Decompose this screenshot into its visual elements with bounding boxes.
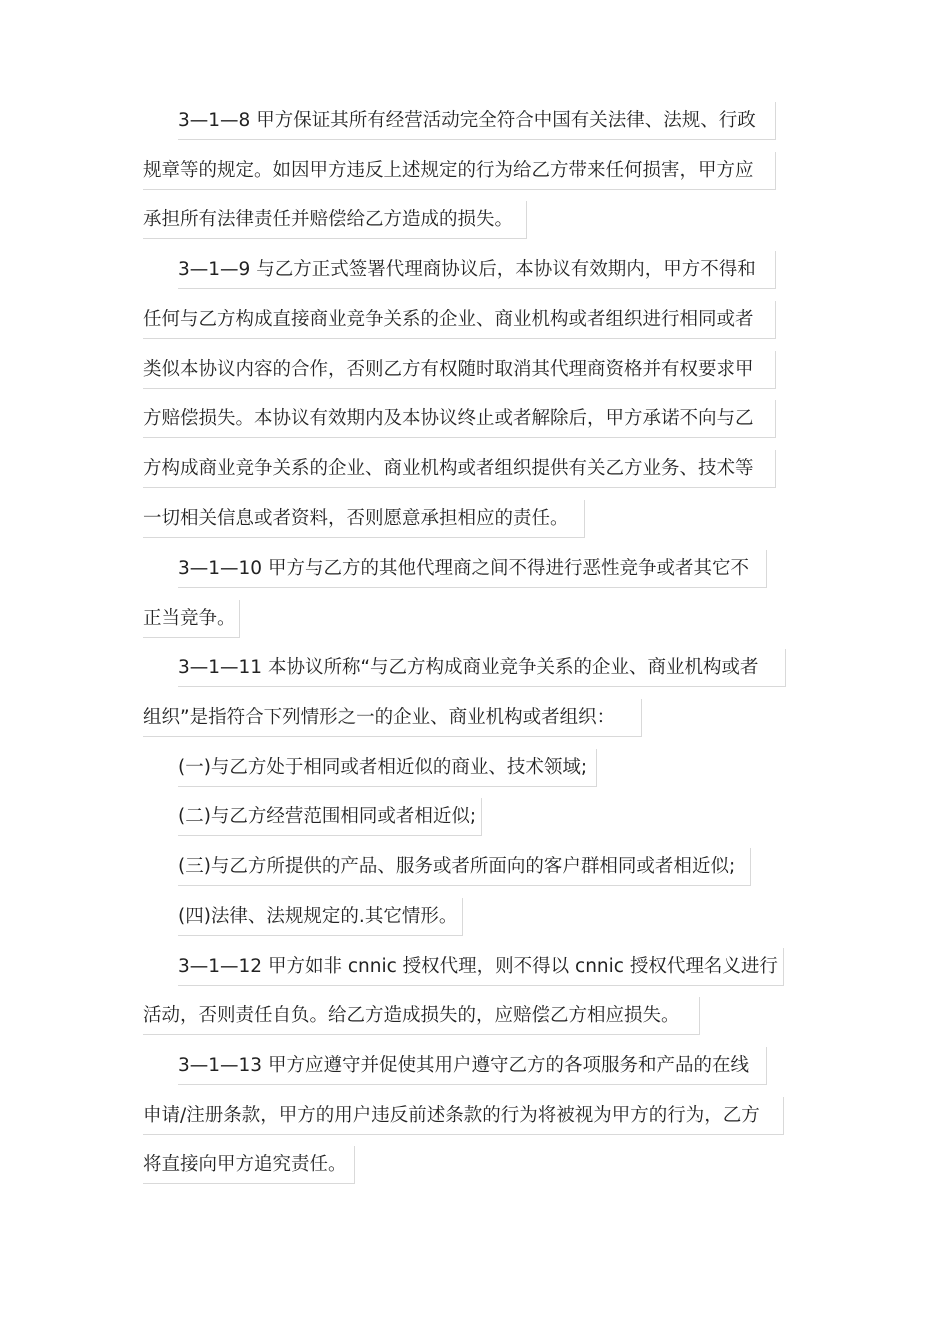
text-line: 方构成商业竞争关系的企业、商业机构或者组织提供有关乙方业务、技术等 <box>143 450 776 488</box>
text-line: (四)法律、法规规定的.其它情形。 <box>178 898 463 936</box>
text-line: 申请/注册条款，甲方的用户违反前述条款的行为将被视为甲方的行为，乙方 <box>143 1097 784 1135</box>
text-line: 任何与乙方构成直接商业竞争关系的企业、商业机构或者组织进行相同或者 <box>143 301 776 339</box>
text-line: 将直接向甲方追究责任。 <box>143 1146 355 1184</box>
text-line: 规章等的规定。如因甲方违反上述规定的行为给乙方带来任何损害，甲方应 <box>143 152 776 190</box>
text-line: 一切相关信息或者资料，否则愿意承担相应的责任。 <box>143 500 585 538</box>
text-line: 3—1—10 甲方与乙方的其他代理商之间不得进行恶性竞争或者其它不 <box>178 550 767 588</box>
text-line: 活动，否则责任自负。给乙方造成损失的，应赔偿乙方相应损失。 <box>143 997 700 1035</box>
text-line: 组织”是指符合下列情形之一的企业、商业机构或者组织： <box>143 699 642 737</box>
text-line: 类似本协议内容的合作，否则乙方有权随时取消其代理商资格并有权要求甲 <box>143 351 776 389</box>
text-line: (二)与乙方经营范围相同或者相近似; <box>178 798 482 836</box>
text-line: (一)与乙方处于相同或者相近似的商业、技术领域; <box>178 749 597 787</box>
text-line: 方赔偿损失。本协议有效期内及本协议终止或者解除后，甲方承诺不向与乙 <box>143 400 776 438</box>
text-line: 承担所有法律责任并赔偿给乙方造成的损失。 <box>143 201 527 239</box>
text-line: 3—1—8 甲方保证其所有经营活动完全符合中国有关法律、法规、行政 <box>178 102 776 140</box>
text-line: 3—1—13 甲方应遵守并促使其用户遵守乙方的各项服务和产品的在线 <box>178 1047 767 1085</box>
text-line: 3—1—12 甲方如非 cnnic 授权代理，则不得以 cnnic 授权代理名义进行 <box>178 948 784 986</box>
text-line: 3—1—9 与乙方正式签署代理商协议后，本协议有效期内，甲方不得和 <box>178 251 776 289</box>
text-line: 正当竞争。 <box>143 600 240 638</box>
text-line: 3—1—11 本协议所称“与乙方构成商业竞争关系的企业、商业机构或者 <box>178 649 786 687</box>
text-line: (三)与乙方所提供的产品、服务或者所面向的客户群相同或者相近似; <box>178 848 751 886</box>
